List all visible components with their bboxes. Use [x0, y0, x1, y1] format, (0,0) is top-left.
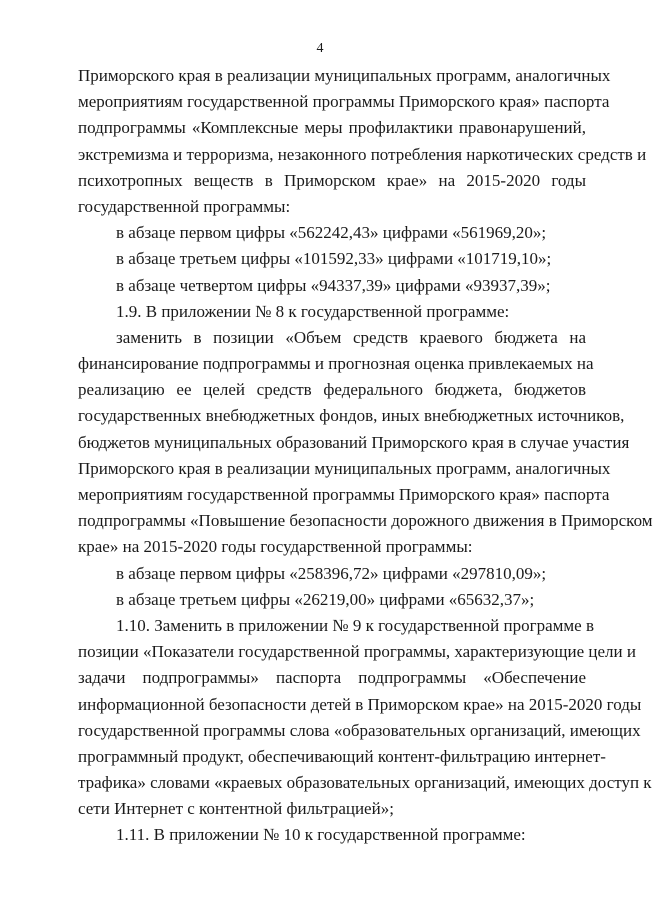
text-line: позиции «Показатели государственной программы, характеризующие цели и: [78, 642, 636, 662]
text-line: мероприятиям государственной программы Приморского края» паспорта: [78, 485, 610, 504]
text-line: государственных внебюджетных фондов, иных внебюджетных источников,: [78, 406, 625, 426]
text-line: подпрограммы «Повышение безопасности дорожного движения в Приморском: [78, 511, 653, 531]
text-line: финансирование подпрограммы и прогнозная оценка привлекаемых на: [78, 354, 594, 374]
text-line: Приморского края в реализации муниципальных программ, аналогичных: [78, 458, 611, 478]
text-line: в абзаце первом цифры «258396,72» цифрами «297810,09»;: [116, 563, 547, 583]
text-line: 1.10. Заменить в приложении № 9 к государственной программе в: [116, 615, 594, 635]
text-line: информационной безопасности детей в Приморском крае» на 2015-2020 годы: [78, 694, 642, 714]
text-line: заменить в позиции «Объем средств краевого бюджета на: [116, 327, 586, 347]
text-line: государственной программы слова «образовательных организаций, имеющих: [78, 720, 641, 740]
text-line: программный продукт, обеспечивающий контент-фильтрацию интернет-: [78, 746, 606, 766]
page-number: 4: [316, 41, 324, 56]
text-line: мероприятиям государственной программы Приморского края» паспорта: [78, 92, 610, 112]
text-line: государственной программы:: [78, 196, 291, 216]
document-body: [78, 63, 653, 849]
text-line: крае» на 2015-2020 годы государственной программы:: [78, 537, 473, 557]
text-line: в абзаце четвертом цифры «94337,39» цифрами «93937,39»;: [116, 275, 551, 295]
text-line: 1.9. В приложении № 8 к государственной программе:: [116, 301, 510, 321]
text-line: в абзаце третьем цифры «26219,00» цифрами «65632,37»;: [116, 589, 535, 609]
text-line: психотропных веществ в Приморском крае» на 2015-2020 годы: [78, 170, 586, 190]
text-line: подпрограммы «Комплексные меры профилактики правонарушений,: [78, 118, 586, 138]
text-line: бюджетов муниципальных образований Приморского края в случае участия: [78, 432, 630, 452]
text-line: Приморского края в реализации муниципальных программ, аналогичных: [78, 66, 611, 85]
text-line: в абзаце первом цифры «562242,43» цифрами «561969,20»;: [116, 223, 547, 243]
text-line: в абзаце третьем цифры «101592,33» цифрами «101719,10»;: [116, 249, 552, 269]
text-line: трафика» словами «краевых образовательных организаций, имеющих доступ к: [78, 773, 652, 793]
text-line: задачи подпрограммы» паспорта подпрограммы «Обеспечение: [78, 668, 586, 688]
text-line: сети Интернет с контентной фильтрацией»;: [78, 799, 394, 819]
text-line: 1.11. В приложении № 10 к государственной программе:: [116, 825, 526, 845]
text-line: реализацию ее целей средств федерального бюджета, бюджетов: [78, 380, 586, 400]
text-line: экстремизма и терроризма, незаконного потребления наркотических средств и: [78, 144, 647, 164]
